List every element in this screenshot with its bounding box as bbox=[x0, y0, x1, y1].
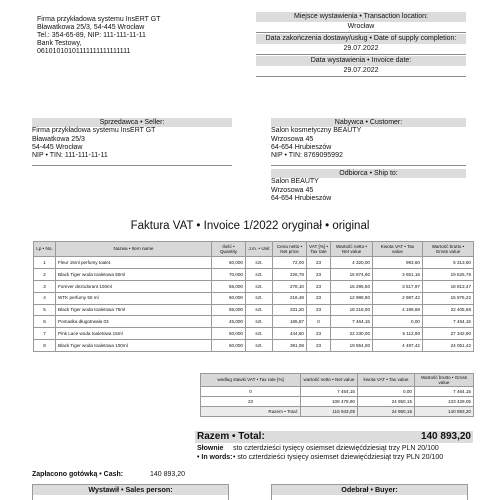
issue-date-label: Data wystawienia • Invoice date: bbox=[256, 56, 466, 66]
payment-value: 140 893,20 bbox=[150, 471, 186, 478]
items-header-row bbox=[34, 242, 474, 257]
item-tax-value: 3 651,16 bbox=[373, 268, 423, 280]
issuer-line: Tel.: 354-65-89, NIP: 111-111-11-11 bbox=[37, 32, 146, 39]
vat-sum-cell: 115 943,05 bbox=[301, 407, 358, 417]
item-tax-value: 993,60 bbox=[373, 257, 423, 269]
item-name: Pomadka długotrwała 03 bbox=[56, 316, 212, 328]
buyer-line: Wrzosowa 45 bbox=[271, 136, 314, 143]
item-unit: szt. bbox=[246, 257, 273, 269]
place-value: Wrocław bbox=[347, 23, 375, 30]
item-gross-value: 5 313,60 bbox=[423, 257, 474, 269]
item-name: WTK perfumy 50 ml bbox=[56, 292, 212, 304]
seller-line: Bławatkowa 25/3 bbox=[32, 136, 85, 143]
buyer-label: Nabywca • Customer: bbox=[271, 118, 466, 127]
item-net-price: 226,78 bbox=[273, 268, 307, 280]
buyer-signature-box bbox=[271, 484, 468, 500]
item-tax-value: 2 987,42 bbox=[373, 292, 423, 304]
table-row bbox=[34, 304, 474, 316]
vat-row bbox=[201, 397, 474, 407]
item-unit: szt. bbox=[246, 292, 273, 304]
item-net-price: 72,00 bbox=[273, 257, 307, 269]
item-unit: szt. bbox=[246, 280, 273, 292]
invoice-title: Faktura VAT • Invoice 1/2022 oryginał • original bbox=[130, 220, 370, 232]
item-gross-value: 18 813,47 bbox=[423, 280, 474, 292]
vat-cell: 24 950,15 bbox=[358, 397, 415, 407]
item-tax-value: 4 189,68 bbox=[373, 304, 423, 316]
item-no: 2 bbox=[34, 268, 56, 280]
seller-line: Firma przykładowa systemu InsERT GT bbox=[32, 127, 156, 134]
recipient-label: Odbiorca • Ship to: bbox=[271, 169, 466, 178]
item-tax-rate: 23 bbox=[307, 340, 331, 352]
vat-sum-label: Razem • Total: bbox=[201, 407, 301, 417]
item-net-price: 165,87 bbox=[273, 316, 307, 328]
item-tax-rate: 23 bbox=[307, 292, 331, 304]
sales-person-signature-box bbox=[32, 484, 229, 500]
col-header-unit: J.m. • Unit bbox=[246, 242, 273, 257]
recipient-line: 64-654 Hrubieszów bbox=[271, 195, 332, 202]
item-quantity: 45,000 bbox=[212, 316, 246, 328]
in-words-label-en: • In words: bbox=[197, 454, 233, 461]
item-name: Forever dezodorant 100ml bbox=[56, 280, 212, 292]
table-row bbox=[34, 340, 474, 352]
item-name: Black Tiger woda toaletowa 50ml bbox=[56, 268, 212, 280]
item-net-price: 278,10 bbox=[273, 280, 307, 292]
issuer-line: Bławatkowa 25/3, 54-445 Wrocław bbox=[37, 24, 145, 31]
table-row bbox=[34, 316, 474, 328]
vat-col-header-tax: kwota VAT • Tax value bbox=[358, 374, 415, 387]
item-quantity: 50,000 bbox=[212, 328, 246, 340]
payment-label: Zapłacono gotówką • Cash: bbox=[32, 471, 124, 478]
buyer-line: NIP • TIN: 8769095992 bbox=[271, 152, 343, 159]
vat-cell: 0 bbox=[201, 387, 301, 397]
item-unit: szt. bbox=[246, 316, 273, 328]
item-net-value: 4 320,00 bbox=[331, 257, 373, 269]
item-quantity: 55,000 bbox=[212, 304, 246, 316]
item-tax-rate: 23 bbox=[307, 280, 331, 292]
vat-col-header-gross: Wartość brutto • Gross value bbox=[415, 374, 474, 387]
item-net-price: 331,20 bbox=[273, 304, 307, 316]
vat-cell: 7 464,15 bbox=[415, 387, 474, 397]
col-header-gross-value: Wartość brutto • Gross value bbox=[423, 242, 474, 257]
item-unit: szt. bbox=[246, 304, 273, 316]
item-net-value: 12 988,80 bbox=[331, 292, 373, 304]
item-tax-rate: 23 bbox=[307, 257, 331, 269]
vat-cell: 108 478,90 bbox=[301, 397, 358, 407]
item-gross-value: 15 976,22 bbox=[423, 292, 474, 304]
item-net-value: 18 216,00 bbox=[331, 304, 373, 316]
vat-cell: 23 bbox=[201, 397, 301, 407]
place-label: Miejsce wystawienia • Transaction location: bbox=[256, 12, 466, 22]
item-net-value: 22 230,00 bbox=[331, 328, 373, 340]
vat-cell: 133 429,05 bbox=[415, 397, 474, 407]
item-no: 3 bbox=[34, 280, 56, 292]
item-tax-value: 5 112,90 bbox=[373, 328, 423, 340]
item-net-value: 15 874,60 bbox=[331, 268, 373, 280]
item-no: 7 bbox=[34, 328, 56, 340]
issuer-line: Firma przykładowa systemu InsERT GT bbox=[37, 16, 161, 23]
item-net-value: 7 464,15 bbox=[331, 316, 373, 328]
item-no: 4 bbox=[34, 292, 56, 304]
item-quantity: 50,000 bbox=[212, 340, 246, 352]
buyer-block bbox=[271, 118, 466, 160]
item-unit: szt. bbox=[246, 328, 273, 340]
vat-sum-cell: 140 893,20 bbox=[415, 407, 474, 417]
item-tax-rate: 23 bbox=[307, 328, 331, 340]
item-net-price: 391,08 bbox=[273, 340, 307, 352]
item-no: 5 bbox=[34, 304, 56, 316]
item-gross-value: 7 464,15 bbox=[423, 316, 474, 328]
issuer-line: 06101010101111111111111111 bbox=[37, 48, 131, 55]
items-table bbox=[33, 241, 474, 352]
buyer-line: 64-654 Hrubieszów bbox=[271, 144, 332, 151]
item-quantity: 55,000 bbox=[212, 280, 246, 292]
vat-row bbox=[201, 387, 474, 397]
col-header-tax-rate: VAT [%] • Tax rate bbox=[307, 242, 331, 257]
sales-person-label: Wystawił • Sales person: bbox=[33, 485, 228, 495]
item-name: Fleur 15ml perfumy toalet. bbox=[56, 257, 212, 269]
seller-block bbox=[32, 118, 232, 160]
item-net-value: 19 554,00 bbox=[331, 340, 373, 352]
invoice-meta bbox=[256, 12, 466, 76]
item-gross-value: 27 342,90 bbox=[423, 328, 474, 340]
item-no: 6 bbox=[34, 316, 56, 328]
item-name: Pink Lace woda toaletowa 15ml bbox=[56, 328, 212, 340]
item-quantity: 60,000 bbox=[212, 292, 246, 304]
table-row bbox=[34, 257, 474, 269]
issue-date-value: 29.07.2022 bbox=[343, 67, 379, 74]
item-unit: szt. bbox=[246, 340, 273, 352]
item-name: Black Tiger woda toaletowa 75ml bbox=[56, 304, 212, 316]
col-header-net-value: Wartość netto • Net value bbox=[331, 242, 373, 257]
item-net-price: 444,60 bbox=[273, 328, 307, 340]
vat-sum-row bbox=[201, 407, 474, 417]
grand-total-label: Razem • Total: bbox=[197, 431, 265, 442]
table-row bbox=[34, 268, 474, 280]
delivery-value: 29.07.2022 bbox=[343, 45, 379, 52]
vat-col-header-net: wartość netto • Net value bbox=[301, 374, 358, 387]
item-tax-value: 0,00 bbox=[373, 316, 423, 328]
item-quantity: 70,000 bbox=[212, 268, 246, 280]
item-quantity: 60,000 bbox=[212, 257, 246, 269]
vat-cell: 7 464,15 bbox=[301, 387, 358, 397]
recipient-block bbox=[271, 169, 466, 203]
issuer-block bbox=[37, 16, 160, 56]
table-row bbox=[34, 328, 474, 340]
item-net-price: 216,48 bbox=[273, 292, 307, 304]
vat-cell: 0,00 bbox=[358, 387, 415, 397]
vat-col-header-rate: według stawki VAT • Tax rate [%] bbox=[201, 374, 301, 387]
item-unit: szt. bbox=[246, 268, 273, 280]
seller-line: 54-445 Wrocław bbox=[32, 144, 83, 151]
item-gross-value: 22 405,68 bbox=[423, 304, 474, 316]
col-header-net-price: Cena netto • Net price bbox=[273, 242, 307, 257]
item-tax-rate: 0 bbox=[307, 316, 331, 328]
item-no: 1 bbox=[34, 257, 56, 269]
vat-summary-table bbox=[200, 373, 474, 417]
col-header-no: Lp • No. bbox=[34, 242, 56, 257]
col-header-tax-value: Kwota VAT • Tax value bbox=[373, 242, 423, 257]
in-words-text-en: • sto czterdzieści tysięcy osiemset dziewięćdziesiąt trzy PLN 20/100 bbox=[233, 454, 444, 461]
buyer-line: Salon kosmetyczny BEAUTY bbox=[271, 127, 362, 134]
item-tax-rate: 23 bbox=[307, 268, 331, 280]
item-tax-value: 4 497,42 bbox=[373, 340, 423, 352]
table-row bbox=[34, 292, 474, 304]
vat-sum-cell: 24 950,15 bbox=[358, 407, 415, 417]
recipient-line: Salon BEAUTY bbox=[271, 178, 319, 185]
item-no: 8 bbox=[34, 340, 56, 352]
in-words-label-pl: Słownie bbox=[197, 445, 224, 452]
issuer-line: Bank Testowy, bbox=[37, 40, 82, 47]
grand-total-bar bbox=[195, 431, 473, 443]
grand-total-value: 140 893,20 bbox=[420, 431, 471, 442]
item-tax-rate: 23 bbox=[307, 304, 331, 316]
item-gross-value: 19 525,76 bbox=[423, 268, 474, 280]
vat-header-row bbox=[201, 374, 474, 387]
item-net-value: 15 295,50 bbox=[331, 280, 373, 292]
item-name: Black Tiger woda toaletowa 100ml bbox=[56, 340, 212, 352]
in-words-text-pl: sto czterdzieści tysięcy osiemset dziewięćdziesiąt trzy PLN 20/100 bbox=[233, 445, 439, 452]
seller-label: Sprzedawca • Seller: bbox=[32, 118, 232, 127]
buyer-signature-label: Odebrał • Buyer: bbox=[272, 485, 467, 495]
col-header-name: Nazwa • Item name bbox=[56, 242, 212, 257]
delivery-label: Data zakończenia dostawy/usług • Date of supply completion: bbox=[256, 34, 466, 44]
col-header-quantity: Ilość • Quantity bbox=[212, 242, 246, 257]
seller-line: NIP • TIN: 111-111-11-11 bbox=[32, 152, 108, 159]
item-tax-value: 3 517,97 bbox=[373, 280, 423, 292]
item-gross-value: 24 051,42 bbox=[423, 340, 474, 352]
table-row bbox=[34, 280, 474, 292]
recipient-line: Wrzosowa 45 bbox=[271, 187, 314, 194]
